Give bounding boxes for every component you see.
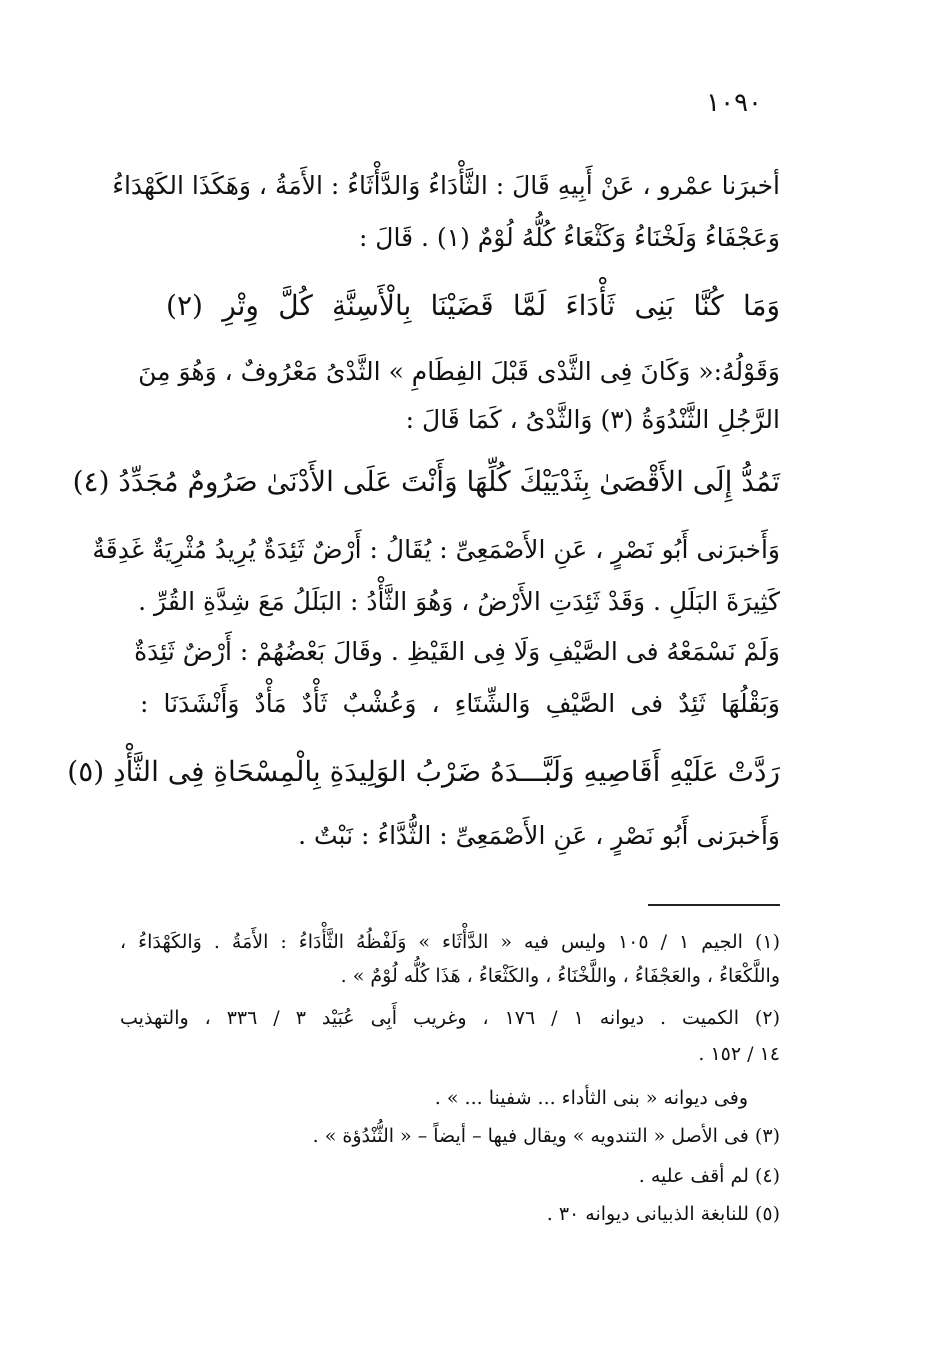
text-line: الرَّجُلِ الثَّنْدُوَةُ (٣) وَالثَّدْىُ ، كَمَا قَالَ : <box>405 405 780 434</box>
poetry-verse: رَدَّتْ عَلَيْهِ أَقَاصِيهِ وَلَبَّـــدَهُ ضَرْبُ الوَلِيدَةِ بِالْمِسْحَاةِ فِى الثَّأْدِ (٥) <box>67 755 780 788</box>
footnote-line: وفى ديوانه « بنى الثأداء ... شفينا ... » . <box>434 1087 748 1109</box>
page-number: ١٠٩٠ <box>706 88 762 118</box>
footnote-line: ١٤ / ١٥٢ . <box>698 1043 780 1065</box>
footnote-line: (١) الجيم ١ / ١٠٥ وليس فيه « الدَّأْثَاء » وَلَفْظُهُ الثَّأْدَاءُ : الأَمَةُ . وَالكَهْدَاءُ ، <box>120 931 780 953</box>
poetry-verse: وَمَا كُنَّا بَنِى ثَأْدَاءَ لَمَّا قَضَيْنَا بِالْأَسِنَّةِ كُلَّ وِتْرِ (٢) <box>166 289 780 322</box>
footnote-line: (٢) الكميت . ديوانه ١ / ١٧٦ ، وغريب أَبِى عُبَيْد ٣ / ٣٣٦ ، والتهذيب <box>120 1007 780 1029</box>
text-line: وَلَمْ نَسْمَعْهُ فى الصَّيْفِ وَلَا فِى القَيْظِ . وقَالَ بَعْضُهُمْ : أَرْضٌ ثَئِدَةٌ <box>134 637 780 666</box>
text-line: وَأَخبرَنى أَبُو نَصْرٍ ، عَنِ الأَصْمَعِىِّ : يُقَالُ : أَرْضٌ ثَئِدَةٌ يُرِيدُ مُثْرِيَةٌ غَدِقَةٌ <box>92 535 780 564</box>
footnote-line: واللَّكْعَاءُ ، والعَجْفَاءُ ، واللَّخْنَاءُ ، والكَثْعَاءُ ، هَذَا كُلُّه لُوْمٌ » . <box>340 965 780 987</box>
text-line: أخبرَنا عمْرو ، عَنْ أَبِيهِ قَالَ : الثَّأْدَاءُ وَالدَّأْثَاءُ : الأَمَةُ ، وَهَكَذَا الكَهْدَاءُ <box>112 171 780 200</box>
footnote-line: (٥) للنابغة الذبيانى ديوانه ٣٠ . <box>546 1203 780 1225</box>
text-line: وَعَجْفَاءُ وَلَخْنَاءُ وَكَثْعَاءُ كُلُّهُ لُوْمٌ (١) . قَالَ : <box>358 223 780 252</box>
text-line: كَثِيرَةَ البَلَلِ . وَقَدْ ثَئِدَتِ الأَرْضُ ، وَهُوَ الثَّأْدُ : البَلَلُ مَعَ شِدَّةِ القُرِّ . <box>138 587 780 616</box>
footnote-divider <box>648 904 780 906</box>
poetry-verse: تَمُدُّ إِلَى الأَقْصَىٰ بِثَدْيَيْكَ كُلِّهَا وَأَنْتَ عَلَى الأَدْنَىٰ صَرُومٌ مُجَدِّدُ (٤) <box>72 465 780 498</box>
text-line: وَأَخبرَنى أَبُو نَصْرٍ ، عَنِ الأَصْمَعِىِّ : الثُّدَّاءُ : نَبْتٌ . <box>298 821 780 850</box>
text-line: وَقَوْلُهُ:« وَكَانَ فِى الثَّدْى قَبْلَ الفِطَامِ » الثَّدْىُ مَعْرُوفٌ ، وَهُوَ مِنَ <box>138 357 780 386</box>
footnote-line: (٤) لم أقف عليه . <box>638 1165 780 1187</box>
text-line: وَبَقْلُهَا ثَئِدٌ فى الصَّيْفِ وَالشِّتَاءِ ، وَعُشْبٌ ثَأْدٌ مَأْدٌ وَأَنْشَدَنَا : <box>140 689 780 718</box>
footnote-line: (٣) فى الأصل « التندويه » ويقال فيها – أيضاً – « الثُّنْدُؤة » . <box>312 1125 780 1147</box>
